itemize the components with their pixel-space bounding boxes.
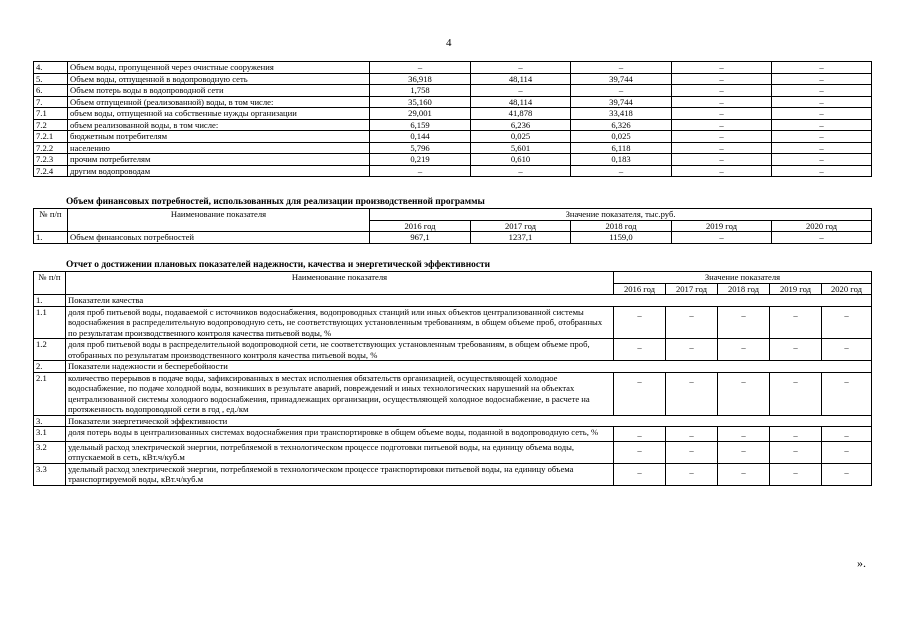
row-value: 33,418 bbox=[571, 108, 672, 120]
row-value: – bbox=[614, 306, 666, 339]
row-value: – bbox=[822, 339, 872, 361]
row-value: 6,118 bbox=[571, 142, 672, 154]
row-value: – bbox=[770, 372, 822, 415]
table-row bbox=[34, 165, 872, 177]
row-number: 1. bbox=[34, 232, 68, 244]
indicators-report-table bbox=[33, 271, 872, 486]
row-value: – bbox=[571, 165, 672, 177]
row-value: – bbox=[718, 427, 770, 442]
page-number: 4 bbox=[446, 37, 452, 49]
row-value: – bbox=[666, 339, 718, 361]
row-number: 7.2 bbox=[34, 119, 68, 131]
year-header: 2018 год bbox=[718, 283, 770, 295]
row-value: – bbox=[672, 85, 772, 97]
finance-table bbox=[33, 208, 872, 244]
row-name: населению bbox=[68, 142, 370, 154]
table-row bbox=[34, 142, 872, 154]
row-value: – bbox=[718, 441, 770, 463]
year-header: 2017 год bbox=[666, 283, 718, 295]
row-name: удельный расход электрической энергии, потребляемой в технологическом процессе подготовки питьевой воды, на единицу объема воды, отпускаемой в сеть, кВт.ч/куб.м bbox=[66, 441, 614, 463]
row-value: – bbox=[718, 306, 770, 339]
row-value: – bbox=[772, 96, 872, 108]
row-value: 48,114 bbox=[471, 73, 571, 85]
section-name: Показатели качества bbox=[66, 295, 872, 307]
row-value: – bbox=[614, 441, 666, 463]
row-value: – bbox=[571, 85, 672, 97]
row-value: – bbox=[772, 131, 872, 143]
row-value: – bbox=[471, 62, 571, 74]
row-value: – bbox=[614, 463, 666, 485]
row-value: – bbox=[672, 154, 772, 166]
row-value: – bbox=[471, 85, 571, 97]
row-number: 7.2.3 bbox=[34, 154, 68, 166]
section-name: Показатели надежности и бесперебойности bbox=[66, 361, 872, 373]
row-value: – bbox=[666, 441, 718, 463]
row-number: 7.2.4 bbox=[34, 165, 68, 177]
row-value: – bbox=[614, 427, 666, 442]
row-value: – bbox=[772, 62, 872, 74]
table-row bbox=[34, 85, 872, 97]
row-value: – bbox=[370, 62, 471, 74]
row-value: 0,025 bbox=[571, 131, 672, 143]
row-name: Объем отпущенной (реализованной) воды, в том числе: bbox=[68, 96, 370, 108]
table-row bbox=[34, 62, 872, 74]
row-number: 1.1 bbox=[34, 306, 66, 339]
row-value: 0,144 bbox=[370, 131, 471, 143]
finance-col-name-header: Наименование показателя bbox=[68, 209, 370, 232]
row-number: 2.1 bbox=[34, 372, 66, 415]
row-number: 1.2 bbox=[34, 339, 66, 361]
row-value: 6,236 bbox=[471, 119, 571, 131]
section-row bbox=[34, 415, 872, 427]
table-row bbox=[34, 108, 872, 120]
row-value: – bbox=[614, 339, 666, 361]
row-value: – bbox=[672, 232, 772, 244]
row-value: – bbox=[770, 339, 822, 361]
year-header: 2019 год bbox=[672, 220, 772, 232]
row-number: 5. bbox=[34, 73, 68, 85]
row-name: Объем потерь воды в водопроводной сети bbox=[68, 85, 370, 97]
section-row bbox=[34, 295, 872, 307]
row-number: 3. bbox=[34, 415, 66, 427]
section-row bbox=[34, 361, 872, 373]
report-col-value-header: Значение показателя bbox=[614, 272, 872, 284]
row-value: – bbox=[770, 306, 822, 339]
row-value: 5,601 bbox=[471, 142, 571, 154]
year-header: 2019 год bbox=[770, 283, 822, 295]
table-row bbox=[34, 372, 872, 415]
row-number: 3.3 bbox=[34, 463, 66, 485]
row-value: 0,183 bbox=[571, 154, 672, 166]
row-value: – bbox=[672, 62, 772, 74]
row-value: – bbox=[770, 427, 822, 442]
closing-quote-mark: ». bbox=[857, 556, 866, 570]
table-row bbox=[34, 131, 872, 143]
year-header: 2020 год bbox=[772, 220, 872, 232]
row-number: 6. bbox=[34, 85, 68, 97]
row-value: 6,159 bbox=[370, 119, 471, 131]
row-value: – bbox=[770, 463, 822, 485]
row-value: 41,878 bbox=[471, 108, 571, 120]
table-row bbox=[34, 119, 872, 131]
report-section-title: Отчет о достижении плановых показателей надежности, качества и энергетической эффективности bbox=[66, 260, 491, 270]
row-value: – bbox=[772, 165, 872, 177]
row-number: 7.1 bbox=[34, 108, 68, 120]
row-value: – bbox=[772, 108, 872, 120]
row-value: – bbox=[772, 119, 872, 131]
row-value: 0,025 bbox=[471, 131, 571, 143]
row-value: – bbox=[672, 108, 772, 120]
row-value: – bbox=[772, 73, 872, 85]
row-number: 7.2.1 bbox=[34, 131, 68, 143]
row-value: – bbox=[471, 165, 571, 177]
row-name: бюджетным потребителям bbox=[68, 131, 370, 143]
row-value: – bbox=[718, 372, 770, 415]
row-value: 1,758 bbox=[370, 85, 471, 97]
table-row bbox=[34, 463, 872, 485]
finance-col-value-header: Значение показателя, тыс.руб. bbox=[370, 209, 872, 221]
row-name: Объем воды, отпущенной в водопроводную сеть bbox=[68, 73, 370, 85]
row-name: доля потерь воды в централизованных системах водоснабжения при транспортировке в общем объеме воды, поданной в водопроводную сеть, % bbox=[66, 427, 614, 442]
row-value: – bbox=[772, 232, 872, 244]
finance-section-title: Объем финансовых потребностей, использованных для реализации производственной программы bbox=[66, 197, 485, 207]
row-value: – bbox=[672, 131, 772, 143]
row-value: – bbox=[666, 306, 718, 339]
row-value: 5,796 bbox=[370, 142, 471, 154]
row-value: – bbox=[672, 96, 772, 108]
row-value: 39,744 bbox=[571, 73, 672, 85]
row-value: 967,1 bbox=[370, 232, 471, 244]
row-name: прочим потребителям bbox=[68, 154, 370, 166]
row-name: объем реализованной воды, в том числе: bbox=[68, 119, 370, 131]
row-number: 1. bbox=[34, 295, 66, 307]
year-header: 2016 год bbox=[614, 283, 666, 295]
row-value: – bbox=[666, 372, 718, 415]
table-row bbox=[34, 96, 872, 108]
row-value: – bbox=[822, 306, 872, 339]
row-value: 36,918 bbox=[370, 73, 471, 85]
row-number: 7.2.2 bbox=[34, 142, 68, 154]
table-row bbox=[34, 427, 872, 442]
year-header: 2017 год bbox=[471, 220, 571, 232]
row-value: 29,001 bbox=[370, 108, 471, 120]
row-name: Объем финансовых потребностей bbox=[68, 232, 370, 244]
section-name: Показатели энергетической эффективности bbox=[66, 415, 872, 427]
row-number: 4. bbox=[34, 62, 68, 74]
row-value: – bbox=[822, 427, 872, 442]
row-value: 0,610 bbox=[471, 154, 571, 166]
row-value: – bbox=[666, 463, 718, 485]
row-value: 1159,0 bbox=[571, 232, 672, 244]
table-row bbox=[34, 339, 872, 361]
year-header: 2018 год bbox=[571, 220, 672, 232]
row-value: – bbox=[822, 441, 872, 463]
row-value: – bbox=[672, 119, 772, 131]
row-value: – bbox=[718, 339, 770, 361]
row-number: 7. bbox=[34, 96, 68, 108]
row-value: 48,114 bbox=[471, 96, 571, 108]
table-row bbox=[34, 441, 872, 463]
row-name: доля проб питьевой воды, подаваемой с источников водоснабжения, водопроводных станций или иных объектов централизованной системы водоснабжения в распределительную водопроводную сеть, не соответствующих установленным требованиям, в общем объеме проб, отобранных по результатам производственного контроля качества питьевой воды, % bbox=[66, 306, 614, 339]
row-number: 2. bbox=[34, 361, 66, 373]
row-value: – bbox=[571, 62, 672, 74]
row-value: – bbox=[718, 463, 770, 485]
row-number: 3.1 bbox=[34, 427, 66, 442]
row-number: 3.2 bbox=[34, 441, 66, 463]
row-value: – bbox=[772, 142, 872, 154]
year-header: 2020 год bbox=[822, 283, 872, 295]
row-name: объем воды, отпущенной на собственные нужды организации bbox=[68, 108, 370, 120]
row-value: – bbox=[770, 441, 822, 463]
row-value: – bbox=[672, 165, 772, 177]
row-name: удельный расход электрической энергии, потребляемой в технологическом процессе транспортировки питьевой воды, на единицу объема транспортируемой воды, кВт.ч/куб.м bbox=[66, 463, 614, 485]
row-name: Объем воды, пропущенной через очистные сооружения bbox=[68, 62, 370, 74]
report-col-num-header: № п/п bbox=[34, 272, 66, 295]
row-name: количество перерывов в подаче воды, зафиксированных в местах исполнения обязательств организацией, осуществляющей холодное водоснабжение, по подаче холодной воды, возникших в результате аварий, повреждений и иных технологических нарушений на объектах централизованной системы холодного водоснабжения, принадлежащих организации, осуществляющей холодное водоснабжение, в расчете на протяженность водопроводной сети в год , ед./км bbox=[66, 372, 614, 415]
row-value: 1237,1 bbox=[471, 232, 571, 244]
row-value: 0,219 bbox=[370, 154, 471, 166]
row-name: другим водопроводам bbox=[68, 165, 370, 177]
row-value: – bbox=[822, 372, 872, 415]
row-value: – bbox=[666, 427, 718, 442]
row-value: 39,744 bbox=[571, 96, 672, 108]
table-row bbox=[34, 73, 872, 85]
report-col-name-header: Наименование показателя bbox=[66, 272, 614, 295]
row-value: – bbox=[822, 463, 872, 485]
year-header: 2016 год bbox=[370, 220, 471, 232]
row-value: 35,160 bbox=[370, 96, 471, 108]
table-row bbox=[34, 306, 872, 339]
table-row bbox=[34, 232, 872, 244]
table-row bbox=[34, 154, 872, 166]
water-volume-table bbox=[33, 61, 872, 177]
row-value: – bbox=[614, 372, 666, 415]
row-value: – bbox=[672, 73, 772, 85]
row-value: – bbox=[772, 85, 872, 97]
row-value: 6,326 bbox=[571, 119, 672, 131]
row-value: – bbox=[772, 154, 872, 166]
row-value: – bbox=[672, 142, 772, 154]
row-value: – bbox=[370, 165, 471, 177]
row-name: доля проб питьевой воды в распределительной водопроводной сети, не соответствующих установленным требованиям, в общем объеме проб, отобранных по результатам производственного контроля качества питьевой воды, % bbox=[66, 339, 614, 361]
finance-col-num-header: № п/п bbox=[34, 209, 68, 232]
